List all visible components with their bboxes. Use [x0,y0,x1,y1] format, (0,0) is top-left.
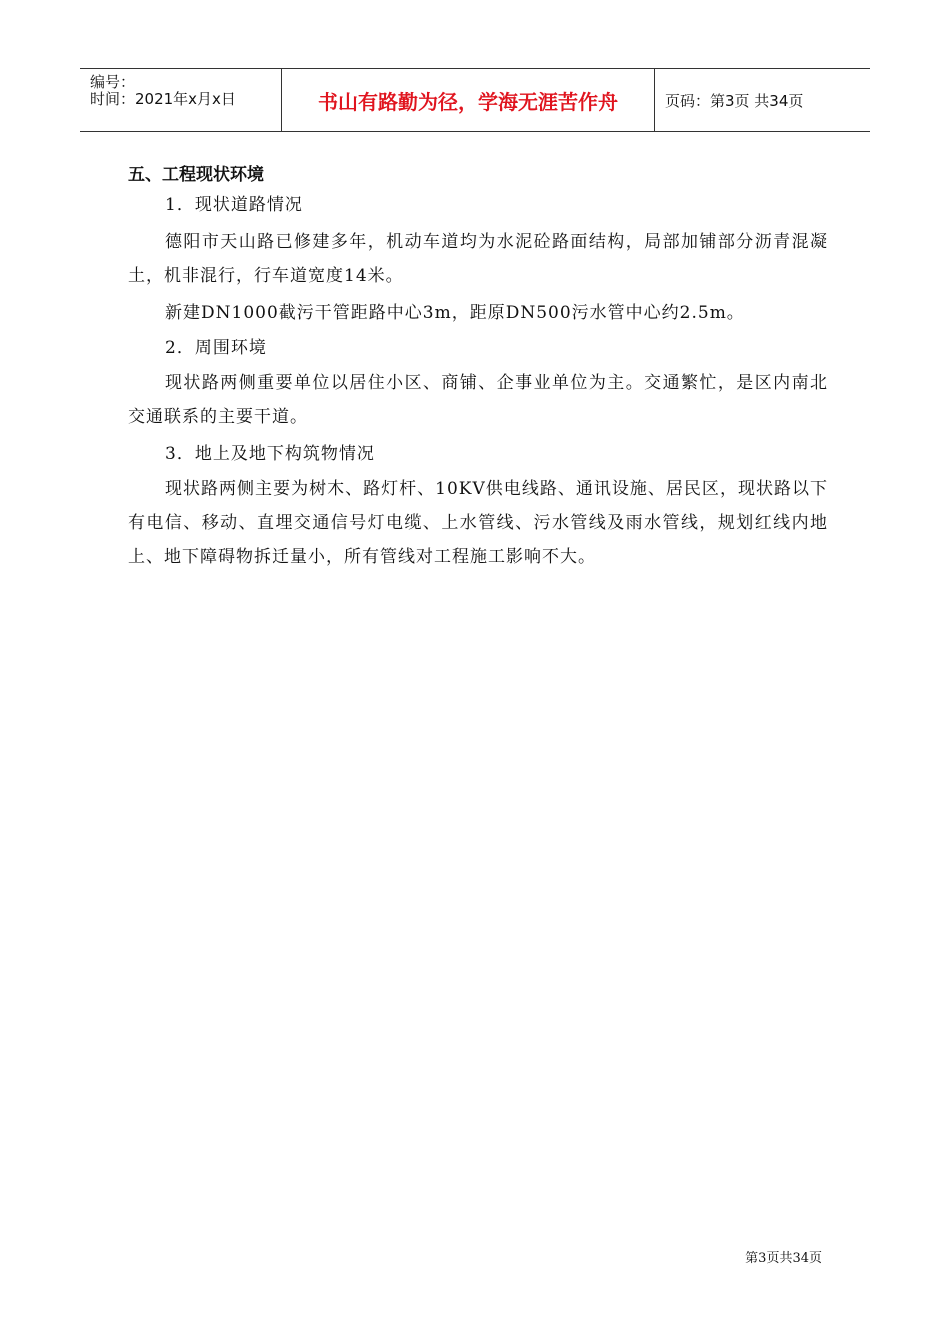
time-label: 时间：2021年x月x日 [90,90,236,108]
document-header [80,68,870,132]
header-page-info: 页码：第3页 共34页 [665,91,804,110]
paragraph-structures: 现状路两侧主要为树木、路灯杆、10KV供电线路、通讯设施、居民区，现状路以下有电信、移动、直埋交通信号灯电缆、上水管线、污水管线及雨水管线，规划红线内地上、地下障碍物拆迁量小，所有管线对工程施工影响不大。 [128,479,828,567]
number-label: 编号： [90,73,136,91]
section-title: 五、工程现状环境 [128,165,264,185]
subheading-surroundings: 2．周围环境 [165,338,267,358]
header-motto: 书山有路勤为径，学海无涯苦作舟 [282,69,655,131]
paragraph-surroundings: 现状路两侧重要单位以居住小区、商铺、企事业单位为主。交通繁忙，是区内南北交通联系的主要干道。 [128,373,828,427]
page-footer: 第3页共34页 [745,1251,822,1266]
paragraph-road-status: 德阳市天山路已修建多年，机动车道均为水泥砼路面结构，局部加铺部分沥青混凝土，机非混行，行车道宽度14米。 [128,232,828,286]
subheading-structures: 3．地上及地下构筑物情况 [165,444,375,464]
paragraph-pipe-distance: 新建DN1000截污干管距路中心3m，距原DN500污水管中心约2.5m。 [165,303,745,323]
header-meta-cell [80,69,282,131]
subheading-road: 1．现状道路情况 [165,195,303,215]
